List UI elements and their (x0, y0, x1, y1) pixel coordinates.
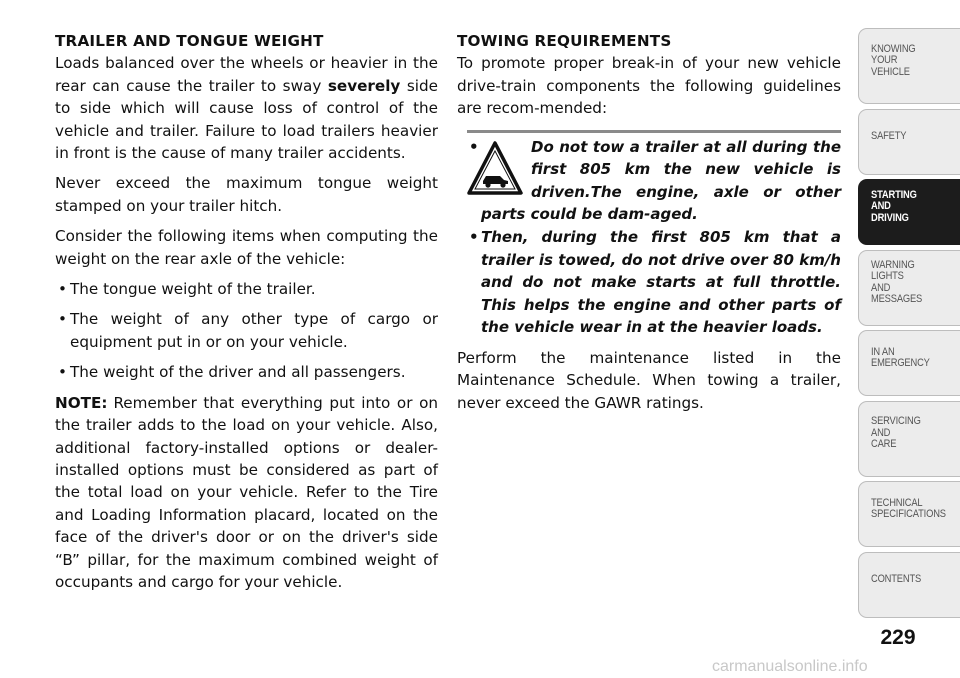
tab-label: SAFETY (871, 129, 907, 142)
right-column (457, 30, 841, 422)
list-item: • The weight of any other type of cargo or equipment put in or on your vehicle. (55, 308, 438, 353)
tab-label: WARNING LIGHTS AND MESSAGES (871, 258, 923, 305)
list-item: • The weight of the driver and all passengers. (55, 361, 438, 383)
tab-safety[interactable] (858, 109, 960, 175)
paragraph-maintenance: Perform the maintenance listed in the Maintenance Schedule. When towing a trailer, never exceed the GAWR ratings. (457, 348, 841, 412)
tab-warning-lights-and-messages[interactable] (858, 250, 960, 326)
paragraph-load-balance (55, 52, 438, 164)
tab-label: IN AN EMERGENCY (871, 345, 930, 369)
left-column (55, 30, 438, 601)
note-label: NOTE: (55, 393, 108, 412)
emphasis-severely: severely (327, 76, 401, 95)
page-number: 229 (880, 626, 916, 649)
paragraph-consider-items: Consider the following items when computing the weight on the rear axle of the vehicle: (55, 227, 438, 268)
list-item: • The tongue weight of the trailer. (55, 278, 438, 300)
tab-label: CONTENTS (871, 572, 922, 585)
paragraph-intro: To promote proper break-in of your new vehicle drive-train components the following guidelines are recom-mended: (457, 54, 841, 118)
note-paragraph (55, 392, 438, 594)
tab-starting-and-driving[interactable] (858, 179, 960, 245)
warning-item-no-tow: • Do not tow a trailer at all during the first 805 km the new vehicle is driven.The engine, axle or other parts could be dam-aged. (467, 136, 841, 226)
tab-label: STARTING AND DRIVING (871, 188, 917, 224)
tab-contents[interactable] (858, 552, 960, 618)
tab-knowing-your-vehicle[interactable] (858, 28, 960, 104)
warning-box (467, 130, 841, 339)
tab-in-an-emergency[interactable] (858, 330, 960, 396)
tab-label: SERVICING AND CARE (871, 415, 921, 451)
paragraph-text: Loads balanced over the wheels or heavier in the rear can cause the trailer to sway (55, 54, 438, 95)
tab-technical-specifications[interactable] (858, 481, 960, 547)
paragraph-text: side to side which will cause loss of control of the vehicle and trailer. Failure to load trailers heavier in front is the cause of many trailer accidents. (55, 76, 438, 163)
section-heading-towing-requirements: TOWING REQUIREMENTS (457, 32, 672, 50)
chapter-tabs (858, 28, 960, 622)
tab-label: TECHNICAL SPECIFICATIONS (871, 496, 946, 520)
tab-label: KNOWING YOUR VEHICLE (871, 42, 916, 78)
paragraph-tongue-weight: Never exceed the maximum tongue weight stamped on your trailer hitch. (55, 174, 438, 215)
section-heading-trailer-weight: TRAILER AND TONGUE WEIGHT (55, 32, 324, 50)
warning-item-speed-limit: • Then, during the first 805 km that a trailer is towed, do not drive over 80 km/h and do not make starts at full throttle. This helps the engine and other parts of the vehicle wear in at the heavier loads. (467, 226, 841, 339)
watermark: carmanualsonline.info (712, 658, 868, 675)
tab-servicing-and-care[interactable] (858, 401, 960, 477)
note-text: Remember that everything put into or on the trailer adds to the load on your vehicle. Also, additional factory-installed options or dealer-installed options must be considered as part of the total load on your vehicle. Refer to the Tire and Loading Information placard, located on the face of the driver's door or on the driver's side “B” pillar, for the maximum combined weight of occupants and cargo for your vehicle. (55, 393, 438, 591)
